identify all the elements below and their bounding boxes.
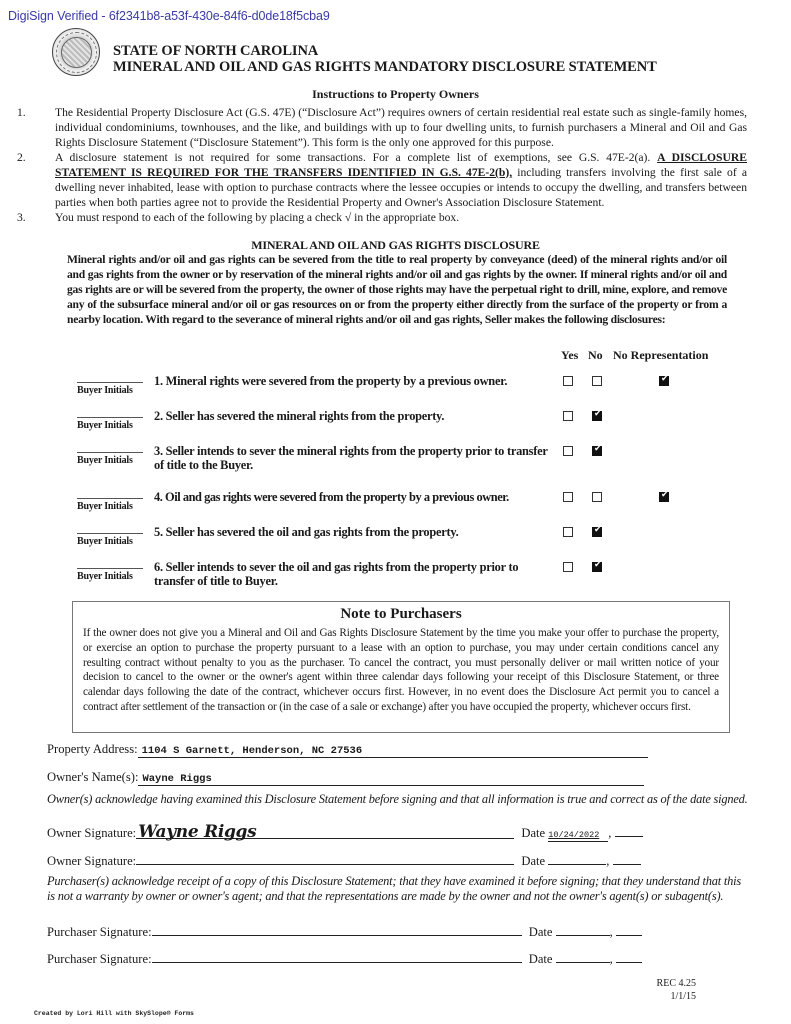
question-text: 5. Seller has severed the oil and gas rights from the property. — [154, 525, 459, 539]
instruction-item-3 — [17, 210, 747, 225]
instruction-required-emphasis: A DISCLOSURE STATEMENT IS REQUIRED FOR THE TRANSFERS IDENTIFIED IN G.S. 47E-2(b), — [55, 151, 747, 179]
form-date: 1/1/15 — [670, 991, 696, 1002]
disclosure-question-row — [77, 490, 747, 522]
owner-names-field[interactable] — [138, 770, 644, 786]
owner-signature-label: Owner Signature: — [47, 854, 137, 868]
property-address-value: 1104 S Garnett, Henderson, NC 27536 — [141, 745, 363, 757]
instruction-text — [55, 150, 747, 210]
yes-checkbox[interactable] — [563, 411, 573, 421]
owner-date-value: 10/24/2022 — [548, 830, 600, 840]
year-separator: , — [606, 854, 610, 868]
buyer-initials-field[interactable]: Buyer Initials — [77, 498, 143, 512]
year-separator: , — [609, 952, 613, 966]
form-code-block — [657, 977, 696, 1003]
buyer-initials-field[interactable]: Buyer Initials — [77, 417, 143, 431]
owner-names-value: Wayne Riggs — [142, 773, 212, 785]
owner-signature-field[interactable] — [136, 822, 514, 842]
disclosure-question-row — [77, 374, 747, 406]
disclosure-question-row — [77, 560, 747, 592]
instructions-heading: Instructions to Property Owners — [312, 87, 479, 101]
buyer-initials-field[interactable]: Buyer Initials — [77, 568, 143, 582]
purchaser-date-field-2[interactable] — [556, 951, 610, 963]
no-checkbox[interactable] — [592, 562, 602, 572]
year-separator: , — [609, 925, 613, 939]
no-checkbox[interactable] — [592, 376, 602, 386]
created-by-footer: Created by Lori Hill with SkySlope® Forms — [34, 1010, 194, 1017]
instructions-list — [17, 105, 747, 225]
purchaser-signature-field-2[interactable] — [152, 951, 522, 963]
purchaser-signature-row-2 — [47, 951, 642, 967]
form-code: REC 4.25 — [656, 978, 696, 989]
owner-signature-value: Wayne Riggs — [138, 822, 257, 842]
owner-year-field-2[interactable] — [613, 853, 641, 865]
yes-checkbox[interactable] — [563, 562, 573, 572]
owner-signature-row-1 — [47, 822, 643, 842]
instruction-number: 3. — [17, 211, 26, 224]
note-text: If the owner does not give you a Mineral and Oil and Gas Rights Disclosure Statement by the time you make your offer to purchase the property, or exercise an option to purchase the property pursuant to a lease with an option to purchase, you may under certain conditions cancel any resulting contract without penalty to you as the purchaser. To cancel the contract, you must personally deliver or mail written notice of your decision to cancel to the owner or the owner's agent within three calendar days following your receipt of this Disclosure Statement, or three calendar days following the date of the contract, whichever occurs first. However, in no event does the Disclosure Act permit you to cancel a contract after settlement of the transaction or (in the case of a sale or exchange) after you have occupied the property, whichever occurs first. — [83, 627, 719, 713]
instruction-item-1 — [17, 105, 747, 150]
no-representation-checkbox[interactable] — [659, 492, 669, 502]
disclosure-question-row — [77, 525, 747, 557]
owner-date-field[interactable] — [548, 826, 608, 842]
purchaser-acknowledgement: Purchaser(s) acknowledge receipt of a copy of this Disclosure Statement; that they have examined it before signing; that they understand that this is not a warranty by owner or owner's agent; and that the representations are made by the owner and not the owner's agent(s) or subagent(s). — [47, 874, 742, 903]
property-address-field[interactable] — [138, 742, 648, 758]
no-checkbox[interactable] — [592, 411, 602, 421]
note-title: Note to Purchasers — [340, 606, 462, 622]
owner-year-field[interactable] — [615, 836, 643, 837]
owner-signature-row-2 — [47, 853, 641, 869]
instruction-number: 2. — [17, 151, 26, 164]
yes-checkbox[interactable] — [563, 527, 573, 537]
instruction-text-part: including transfers involving the first sale of a dwelling never inhabited, lease with option to purchase contracts where the lessee occupies or intends to occupy the dwelling, and transfers between parties when both parties agree not to provide the Residential Property and Owner's Association Disclosure Statement. — [55, 166, 747, 209]
title-line-form: MINERAL AND OIL AND GAS RIGHTS MANDATORY DISCLOSURE STATEMENT — [113, 59, 657, 75]
instruction-text-part: A disclosure statement is not required for some transactions. For a complete list of exemptions, see G.S. 47E-2(a). — [55, 151, 658, 164]
question-text: 6. Seller intends to sever the oil and gas rights from the property prior to transfer of title to Buyer. — [154, 560, 519, 588]
instruction-text: The Residential Property Disclosure Act (G.S. 47E) (“Disclosure Act”) requires owners of certain residential real estate such as single-family homes, individual condominiums, townhouses, and the like, and buildings with up to four dwelling units, to furnish purchasers a Mineral and Oil and Gas Rights Disclosure Statement (“Disclosure Statement”). This form is the only one approved for this purpose. — [55, 106, 747, 149]
disclosure-question-row — [77, 444, 747, 476]
date-label: Date — [521, 826, 546, 840]
buyer-initials-field[interactable]: Buyer Initials — [77, 452, 143, 466]
digisign-verified-banner: DigiSign Verified - 6f2341b8-a53f-430e-84f6-d0de18f5cba9 — [8, 9, 330, 23]
disclosure-question-row — [77, 409, 747, 441]
owner-signature-label: Owner Signature: — [47, 826, 137, 840]
owner-signature-field-2[interactable] — [136, 853, 514, 865]
purchaser-year-field-2[interactable] — [616, 951, 642, 963]
disclosure-heading: MINERAL AND OIL AND GAS RIGHTS DISCLOSURE — [251, 238, 540, 252]
purchaser-year-field[interactable] — [616, 924, 642, 936]
purchaser-signature-label: Purchaser Signature: — [47, 925, 152, 939]
owner-acknowledgement: Owner(s) acknowledge having examined this Disclosure Statement before signing and that all information is true and correct as of the date signed. — [47, 792, 748, 806]
year-separator: , — [608, 826, 612, 840]
no-checkbox[interactable] — [592, 446, 602, 456]
purchaser-signature-row-1 — [47, 924, 642, 940]
state-seal-icon — [52, 28, 100, 76]
title-line-state: STATE OF NORTH CAROLINA — [113, 43, 319, 59]
question-text: 4. Oil and gas rights were severed from the property by a previous owner. — [154, 490, 509, 504]
column-header-no: No — [588, 348, 603, 362]
purchaser-date-field[interactable] — [556, 924, 610, 936]
no-checkbox[interactable] — [592, 492, 602, 502]
property-address-label: Property Address: — [47, 742, 138, 756]
yes-checkbox[interactable] — [563, 446, 573, 456]
instruction-item-2 — [17, 150, 747, 210]
purchaser-signature-field[interactable] — [152, 924, 522, 936]
disclosure-body: Mineral rights and/or oil and gas rights can be severed from the title to real property by conveyance (deed) of the mineral rights and/or oil and gas rights from the owner or by reservation of the mineral rights and/or oil and gas rights by the owner. If mineral rights and/or oil and gas rights are or will be severed from the property, the owner of those rights may have the perpetual right to drill, mine, explore, and remove any of the subsurface mineral and/or oil or gas resources on or from the property either directly from the surface of the property or from a nearby location. With regard to the severance of mineral rights and/or oil and gas rights, Seller makes the following disclosures: — [67, 253, 727, 326]
yes-checkbox[interactable] — [563, 492, 573, 502]
question-text: 3. Seller intends to sever the mineral rights from the property prior to transfer of title to the Buyer. — [154, 444, 548, 472]
instruction-text: You must respond to each of the following by placing a check √ in the appropriate box. — [55, 211, 460, 224]
purchaser-signature-label: Purchaser Signature: — [47, 952, 152, 966]
owner-names-row — [47, 770, 644, 786]
instruction-number: 1. — [17, 106, 26, 119]
date-label: Date — [528, 925, 553, 939]
buyer-initials-field[interactable]: Buyer Initials — [77, 533, 143, 547]
date-label: Date — [528, 952, 553, 966]
buyer-initials-field[interactable]: Buyer Initials — [77, 382, 143, 396]
date-label: Date — [521, 854, 546, 868]
question-text: 2. Seller has severed the mineral rights from the property. — [154, 409, 445, 423]
column-header-yes: Yes — [561, 348, 579, 362]
no-representation-checkbox[interactable] — [659, 376, 669, 386]
question-text: 1. Mineral rights were severed from the property by a previous owner. — [154, 374, 508, 388]
property-address-row — [47, 742, 648, 758]
owner-names-label: Owner's Name(s): — [47, 770, 139, 784]
yes-checkbox[interactable] — [563, 376, 573, 386]
column-header-no-representation: No Representation — [613, 348, 709, 362]
no-checkbox[interactable] — [592, 527, 602, 537]
note-to-purchasers-box — [72, 601, 730, 733]
owner-date-field-2[interactable] — [548, 853, 606, 865]
document-title — [113, 43, 657, 75]
